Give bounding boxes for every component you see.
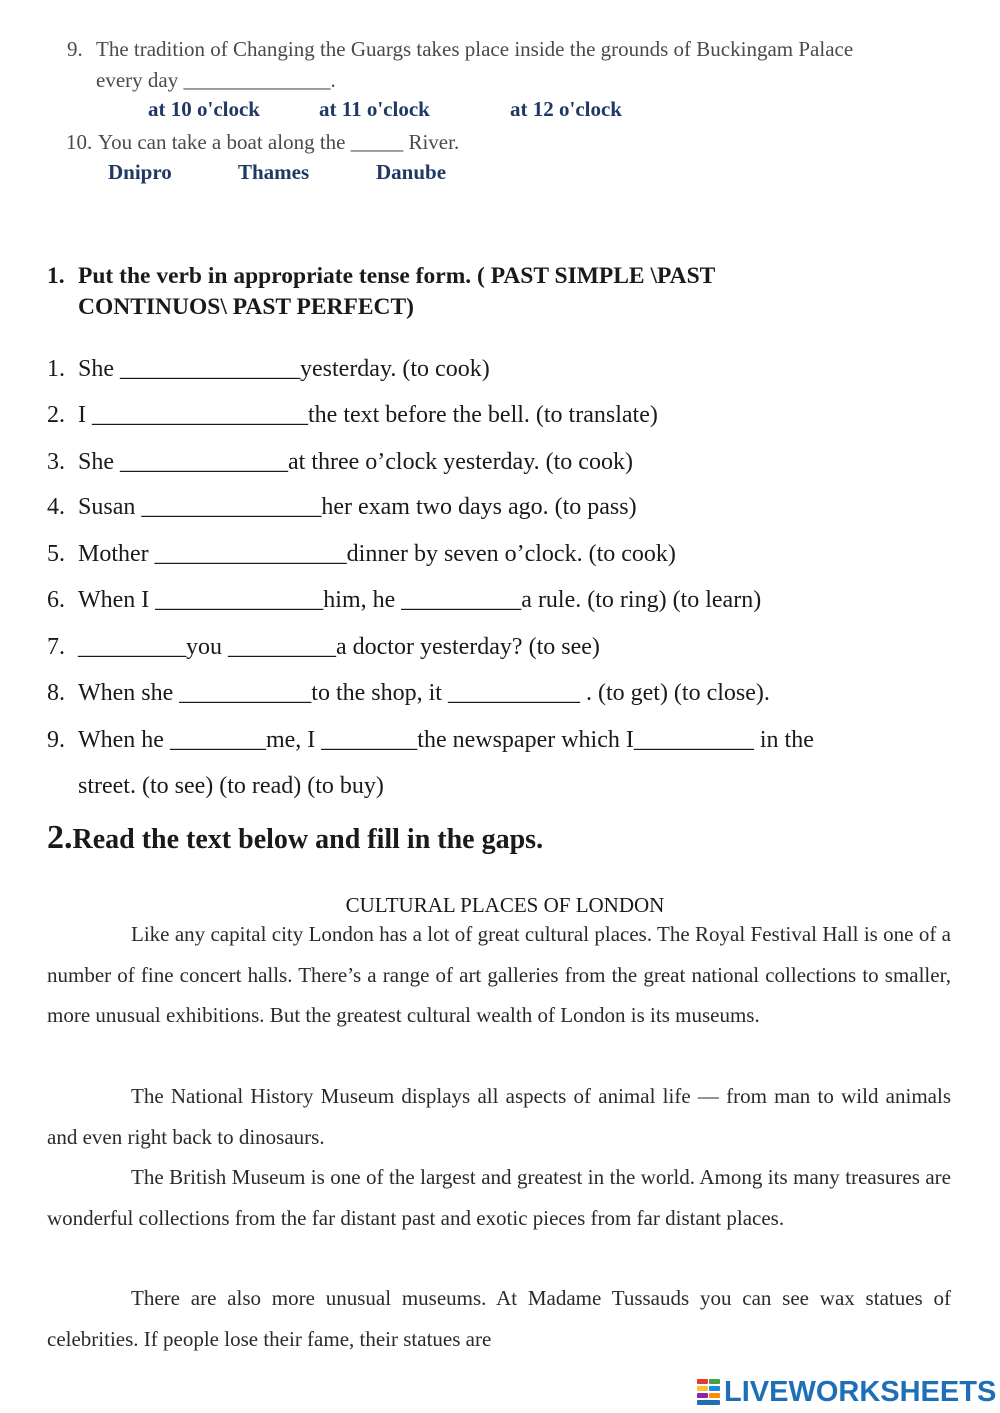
mcq-10-number: 10. [66,130,93,154]
exercise-item-number: 5. [47,541,65,567]
mcq-9-option-1[interactable]: at 10 o'clock [148,97,260,121]
paragraph-1 [47,914,951,1036]
exercise-item-text: _________you _________a doctor yesterday? (to see) [78,634,600,660]
task1-heading-line1: Put the verb in appropriate tense form. ( PAST SIMPLE \PAST [78,263,716,289]
paragraph-2 [47,1076,951,1157]
exercise-item-text: I __________________the text before the bell. (to translate) [78,402,658,428]
exercise-item-text: She ______________at three o’clock yesterday. (to cook) [78,449,633,475]
mcq-10-line1: You can take a boat along the _____ River. [98,130,460,154]
mcq-10-option-2[interactable]: Thames [238,160,310,184]
exercise-item-text: She _______________yesterday. (to cook) [78,356,490,382]
exercise-item-6 [47,585,761,615]
mcq-9 [67,34,83,65]
liveworksheets-logo-text: LIVEWORKSHEETS [724,1375,997,1408]
mcq-9-option-3[interactable]: at 12 o'clock [510,97,622,121]
liveworksheets-logo-icon [696,1377,722,1407]
exercise-item-9-continuation: street. (to see) (to read) (to buy) [78,773,384,799]
paragraph-text: Like any capital city London has a lot of great cultural places. The Royal Festival Hall is one of a number of fine concert halls. There’s a range of art galleries from the great national collections to smaller, more unusual exhibitions. But the greatest cultural wealth of London is its museums. [47,922,951,1027]
exercise-item-text: When he ________me, I ________the newspaper which I__________ in the [78,727,814,753]
exercise-item-4 [47,492,637,522]
exercise-item-text: Mother ________________dinner by seven o’clock. (to cook) [78,541,676,567]
paragraph-text: The National History Museum displays all aspects of animal life — from man to wild animals and even right back to dinosaurs. [47,1084,951,1149]
exercise-item-number: 1. [47,356,65,382]
task2-number: 2. [47,819,73,856]
exercise-item-number: 8. [47,680,65,706]
paragraph-4 [47,1278,951,1359]
exercise-item-2 [47,400,658,430]
exercise-item-3 [47,447,633,477]
task2-heading-text: Read the text below and fill in the gaps. [72,824,544,855]
exercise-item-number: 7. [47,634,65,660]
mcq-9-number: 9. [67,37,83,61]
task2-heading [47,819,543,857]
mcq-10-option-3[interactable]: Danube [376,160,447,184]
exercise-item-number: 9. [47,727,65,753]
mcq-9-line1: The tradition of Changing the Guargs takes place inside the grounds of Buckingam Palace [96,37,854,61]
task1-number: 1. [47,263,65,289]
text-title: CULTURAL PLACES OF LONDON [345,893,665,917]
exercise-item-number: 2. [47,402,65,428]
mcq-10-option-1[interactable]: Dnipro [108,160,172,184]
liveworksheets-logo[interactable] [696,1374,996,1410]
exercise-item-8 [47,678,770,708]
paragraph-text: There are also more unusual museums. At Madame Tussauds you can see wax statues of celebrities. If people lose their fame, their statues are [47,1286,951,1351]
mcq-9-option-2[interactable]: at 11 o'clock [319,97,430,121]
exercise-item-text: Susan _______________her exam two days ago. (to pass) [78,494,637,520]
exercise-item-text: When I ______________him, he __________a rule. (to ring) (to learn) [78,587,762,613]
paragraph-3 [47,1157,951,1238]
exercise-item-7 [47,632,600,662]
paragraph-text: The British Museum is one of the largest and greatest in the world. Among its many treasures are wonderful collections from the far distant past and exotic pieces from far distant places. [47,1165,951,1230]
exercise-item-number: 3. [47,449,65,475]
exercise-item-number: 4. [47,494,65,520]
exercise-item-number: 6. [47,587,65,613]
task1-heading-line2: CONTINUOS\ PAST PERFECT) [78,294,415,320]
exercise-item-1 [47,354,490,384]
exercise-item-text: When she ___________to the shop, it ___________ . (to get) (to close). [78,680,770,706]
exercise-item-5 [47,539,676,569]
exercise-item-9 [47,725,814,755]
mcq-9-line2: every day ______________. [96,68,336,92]
